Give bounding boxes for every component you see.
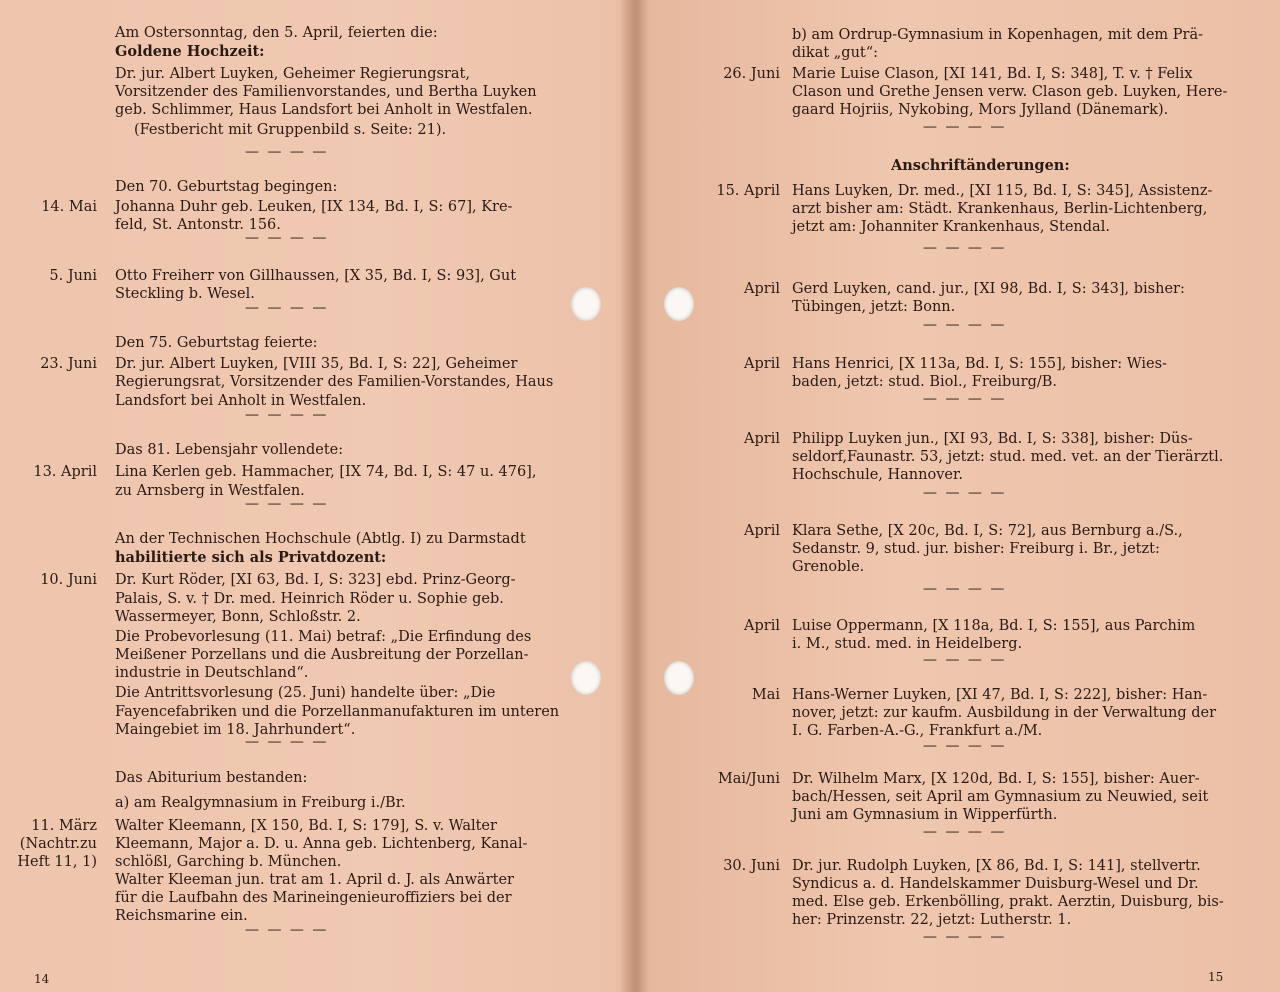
- entry-date: 15. April: [716, 183, 780, 199]
- right-page: [640, 0, 1280, 992]
- text-line: Luise Oppermann, [X 118a, Bd. I, S: 155], aus Parchim: [792, 618, 1196, 634]
- text-line: Das Abiturium bestanden:: [115, 770, 308, 786]
- text-line: Hans-Werner Luyken, [XI 47, Bd. I, S: 222], bisher: Han-: [792, 687, 1208, 703]
- entry-date: 11. März: [31, 818, 97, 834]
- entry-date: 23. Juni: [40, 356, 97, 372]
- text-line: baden, jetzt: stud. Biol., Freiburg/B.: [792, 374, 1058, 390]
- separator-dashes: — — — —: [245, 407, 329, 423]
- entry-date: Heft 11, 1): [17, 854, 97, 870]
- text-line: Grenoble.: [792, 559, 865, 575]
- text-line: Meißener Porzellans und die Ausbreitung der Porzellan-: [115, 647, 529, 663]
- separator-dashes: — — — —: [923, 581, 1007, 597]
- text-line: (Festbericht mit Gruppenbild s. Seite: 21).: [134, 122, 447, 138]
- text-line: feld, St. Antonstr. 156.: [115, 217, 281, 233]
- separator-dashes: — — — —: [923, 119, 1007, 135]
- separator-dashes: — — — —: [923, 929, 1007, 945]
- separator-dashes: — — — —: [923, 824, 1007, 840]
- text-line: Clason und Grethe Jensen verw. Clason geb. Luyken, Here-: [792, 84, 1228, 100]
- text-line: bach/Hessen, seit April am Gymnasium zu Neuwied, seit: [792, 789, 1209, 805]
- text-line: seldorf,Faunastr. 53, jetzt: stud. med. vet. an der Tierärztl.: [792, 449, 1224, 465]
- page-number: 14: [34, 972, 50, 986]
- text-line: Vorsitzender des Familienvorstandes, und Bertha Luyken: [115, 84, 537, 100]
- text-line: Reichsmarine ein.: [115, 908, 248, 924]
- text-line: Philipp Luyken jun., [XI 93, Bd. I, S: 338], bisher: Düs-: [792, 431, 1193, 447]
- entry-date: April: [744, 431, 780, 447]
- section-heading: Anschriftänderungen:: [891, 157, 1070, 174]
- text-line: Juni am Gymnasium in Wipperfürth.: [792, 807, 1058, 823]
- text-line: Maingebiet im 18. Jahrhundert“.: [115, 722, 356, 738]
- text-line: Otto Freiherr von Gillhaussen, [X 35, Bd. I, S: 93], Gut: [115, 268, 517, 284]
- text-line: nover, jetzt: zur kaufm. Ausbildung in der Verwaltung der: [792, 705, 1217, 721]
- text-line: Den 70. Geburtstag begingen:: [115, 179, 338, 195]
- text-line: Johanna Duhr geb. Leuken, [IX 134, Bd. I, S: 67], Kre-: [115, 199, 513, 215]
- text-line: Dr. Wilhelm Marx, [X 120d, Bd. I, S: 155], bisher: Auer-: [792, 771, 1200, 787]
- text-line: Dr. Kurt Röder, [XI 63, Bd. I, S: 323] ebd. Prinz-Georg-: [115, 572, 516, 588]
- separator-dashes: — — — —: [923, 485, 1007, 501]
- text-line: Am Ostersonntag, den 5. April, feierten die:: [115, 25, 438, 41]
- text-line: Steckling b. Wesel.: [115, 286, 255, 302]
- separator-dashes: — — — —: [245, 922, 329, 938]
- left-page: [0, 0, 632, 992]
- text-line: Walter Kleeman jun. trat am 1. April d. J. als Anwärter: [115, 872, 514, 888]
- text-line: Die Probevorlesung (11. Mai) betraf: „Die Erfindung des: [115, 629, 532, 645]
- separator-dashes: — — — —: [245, 230, 329, 246]
- text-line: Dr. jur. Rudolph Luyken, [X 86, Bd. I, S: 141], stellvertr.: [792, 858, 1201, 874]
- text-line: Hans Luyken, Dr. med., [XI 115, Bd. I, S: 345], Assistenz-: [792, 183, 1213, 199]
- text-line: i. M., stud. med. in Heidelberg.: [792, 636, 1023, 652]
- text-line: An der Technischen Hochschule (Abtlg. I) zu Darmstadt: [115, 531, 526, 547]
- text-line: Kleemann, Major a. D. u. Anna geb. Lichtenberg, Kanal-: [115, 836, 528, 852]
- text-line: Regierungsrat, Vorsitzender des Familien-Vorstandes, Haus: [115, 374, 554, 390]
- text-line: med. Else geb. Erkenbölling, prakt. Aerztin, Duisburg, bis-: [792, 894, 1224, 910]
- text-line: Syndicus a. d. Handelskammer Duisburg-Wesel und Dr.: [792, 876, 1199, 892]
- entry-date: Mai/Juni: [717, 771, 780, 787]
- text-line: gaard Hojriis, Nykobing, Mors Jylland (Dänemark).: [792, 102, 1169, 118]
- entry-date: (Nachtr.zu: [19, 836, 97, 852]
- separator-dashes: — — — —: [923, 652, 1007, 668]
- entry-date: 10. Juni: [40, 572, 97, 588]
- text-line: Dr. jur. Albert Luyken, Geheimer Regierungsrat,: [115, 66, 470, 82]
- text-line: Landsfort bei Anholt in Westfalen.: [115, 393, 367, 409]
- text-line: jetzt am: Johanniter Krankenhaus, Stendal.: [792, 219, 1110, 235]
- entry-date: April: [744, 618, 780, 634]
- text-line: Fayencefabriken und die Porzellanmanufakturen im unteren: [115, 704, 560, 720]
- text-line: Hans Henrici, [X 113a, Bd. I, S: 155], bisher: Wies-: [792, 356, 1167, 372]
- section-heading: Goldene Hochzeit:: [115, 43, 265, 60]
- separator-dashes: — — — —: [245, 734, 329, 750]
- entry-date: 26. Juni: [723, 66, 780, 82]
- separator-dashes: — — — —: [923, 738, 1007, 754]
- text-line: Lina Kerlen geb. Hammacher, [IX 74, Bd. I, S: 47 u. 476],: [115, 464, 537, 480]
- entry-date: 14. Mai: [41, 199, 97, 215]
- separator-dashes: — — — —: [923, 240, 1007, 256]
- entry-date: April: [744, 356, 780, 372]
- text-line: Hochschule, Hannover.: [792, 467, 963, 483]
- text-line: Walter Kleemann, [X 150, Bd. I, S: 179], S. v. Walter: [115, 818, 497, 834]
- separator-dashes: — — — —: [923, 391, 1007, 407]
- text-line: schlößl, Garching b. München.: [115, 854, 342, 870]
- entry-date: 13. April: [33, 464, 97, 480]
- text-line: Palais, S. v. † Dr. med. Heinrich Röder u. Sophie geb.: [115, 591, 504, 607]
- text-line: Wassermeyer, Bonn, Schloßstr. 2.: [115, 609, 361, 625]
- separator-dashes: — — — —: [923, 317, 1007, 333]
- entry-date: 5. Juni: [49, 268, 97, 284]
- entry-date: April: [744, 523, 780, 539]
- entry-date: April: [744, 281, 780, 297]
- text-line: für die Laufbahn des Marineingenieuroffiziers bei der: [115, 890, 512, 906]
- entry-date: Mai: [751, 687, 780, 703]
- page-number: 15: [1208, 970, 1224, 984]
- text-line: industrie in Deutschland“.: [115, 665, 309, 681]
- text-line: Klara Sethe, [X 20c, Bd. I, S: 72], aus Bernburg a./S.,: [792, 523, 1183, 539]
- separator-dashes: — — — —: [245, 300, 329, 316]
- text-line: her: Prinzenstr. 22, jetzt: Lutherstr. 1.: [792, 912, 1072, 928]
- text-line: Sedanstr. 9, stud. jur. bisher: Freiburg i. Br., jetzt:: [792, 541, 1160, 557]
- text-line: Die Antrittsvorlesung (25. Juni) handelte über: „Die: [115, 685, 496, 701]
- separator-dashes: — — — —: [245, 496, 329, 512]
- text-line: Dr. jur. Albert Luyken, [VIII 35, Bd. I, S: 22], Geheimer: [115, 356, 518, 372]
- text-line: dikat „gut“:: [792, 45, 879, 61]
- section-heading: habilitierte sich als Privatdozent:: [115, 549, 387, 566]
- entry-date: 30. Juni: [723, 858, 780, 874]
- text-line: Den 75. Geburtstag feierte:: [115, 335, 318, 351]
- text-line: Das 81. Lebensjahr vollendete:: [115, 442, 344, 458]
- text-line: arzt bisher am: Städt. Krankenhaus, Berlin-Lichtenberg,: [792, 201, 1208, 217]
- text-line: a) am Realgymnasium in Freiburg i./Br.: [115, 795, 406, 811]
- text-line: geb. Schlimmer, Haus Landsfort bei Anholt in Westfalen.: [115, 102, 533, 118]
- text-line: I. G. Farben-A.-G., Frankfurt a./M.: [792, 723, 1043, 739]
- separator-dashes: — — — —: [245, 144, 329, 160]
- text-line: Marie Luise Clason, [XI 141, Bd. I, S: 348], T. v. † Felix: [792, 66, 1193, 82]
- text-line: Gerd Luyken, cand. jur., [XI 98, Bd. I, S: 343], bisher:: [792, 281, 1185, 297]
- text-line: Tübingen, jetzt: Bonn.: [792, 299, 956, 315]
- text-line: zu Arnsberg in Westfalen.: [115, 483, 305, 499]
- text-line: b) am Ordrup-Gymnasium in Kopenhagen, mit dem Prä-: [792, 27, 1204, 43]
